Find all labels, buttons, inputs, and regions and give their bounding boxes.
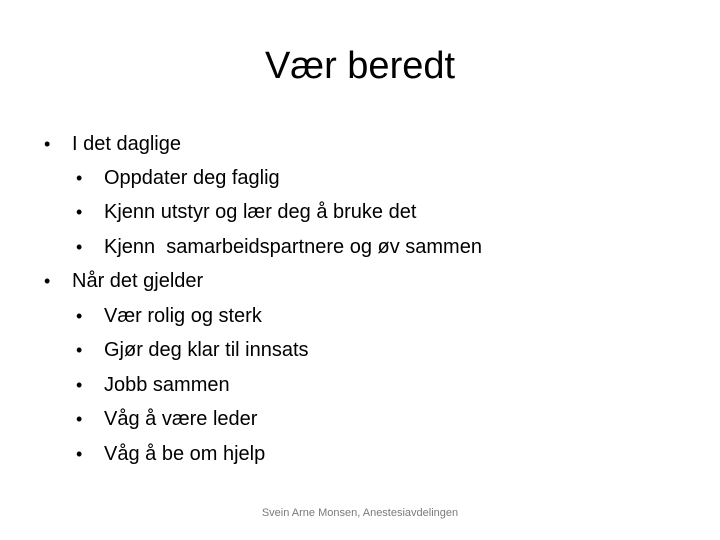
bullet-item (76, 230, 482, 264)
bullet-icon: • (76, 409, 83, 429)
bullet-icon: • (76, 202, 83, 222)
bullet-item (76, 195, 416, 229)
bullet-icon: • (76, 375, 83, 395)
bullet-item (76, 299, 262, 333)
bullet-text: Jobb sammen (104, 374, 230, 396)
bullet-text: Vær rolig og sterk (104, 305, 262, 327)
slide-footer: Svein Arne Monsen, Anestesiavdelingen (261, 507, 459, 519)
bullet-icon: • (76, 306, 83, 326)
bullet-text: Oppdater deg faglig (104, 167, 280, 189)
bullet-text: Kjenn utstyr og lær deg å bruke det (104, 201, 417, 223)
bullet-text: Våg å be om hjelp (104, 443, 266, 465)
bullet-text: Våg å være leder (104, 408, 258, 430)
bullet-text: Gjør deg klar til innsats (104, 339, 309, 361)
bullet-text: I det daglige (72, 133, 181, 155)
bullet-icon: • (44, 271, 51, 291)
bullet-icon: • (76, 444, 83, 464)
bullet-icon: • (76, 340, 83, 360)
bullet-item (76, 368, 230, 402)
bullet-item (76, 161, 280, 195)
bullet-text: Kjenn samarbeidspartnere og øv sammen (104, 236, 482, 258)
bullet-icon: • (76, 237, 83, 257)
bullet-item (76, 402, 257, 436)
bullet-text: Når det gjelder (72, 270, 204, 292)
bullet-item (76, 333, 309, 367)
bullet-item (44, 127, 181, 161)
bullet-icon: • (76, 168, 83, 188)
bullet-item (76, 437, 265, 471)
slide-title: Vær beredt (264, 45, 456, 87)
bullet-item (44, 264, 203, 298)
bullet-icon: • (44, 134, 51, 154)
